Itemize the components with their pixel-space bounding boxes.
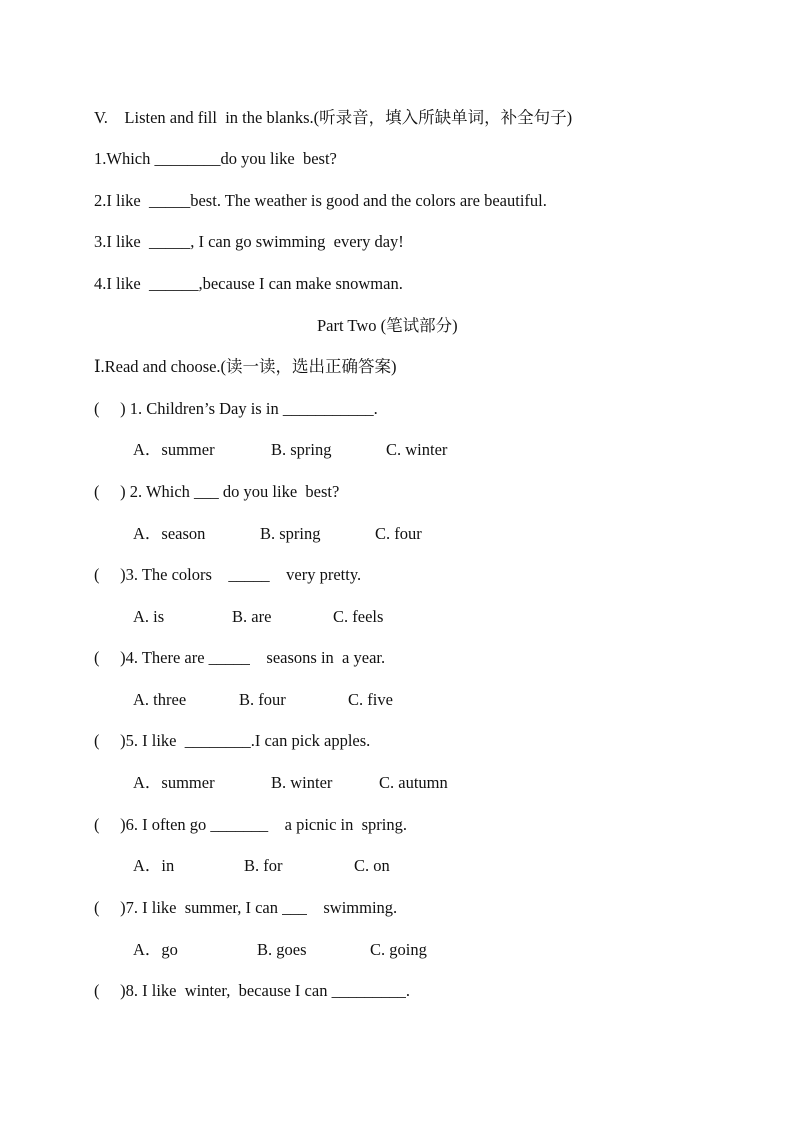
question-3-stem: ( )3. The colors _____ very pretty. [94,565,362,584]
question-4-option-c: C. five [348,690,393,709]
question-2-option-c: C. four [375,524,422,543]
question-5-option-a: A．summer [133,773,215,792]
question-7-option-a: A．go [133,940,178,959]
question-6-option-c: C. on [354,856,390,875]
question-6-stem: ( )6. I often go _______ a picnic in spring. [94,815,407,834]
fill-item-2: 2.I like _____best. The weather is good and the colors are beautiful. [94,191,547,210]
part-two-title: Part Two (笔试部分) [317,316,458,335]
question-3-option-b: B. are [232,607,272,626]
question-1-option-b: B. spring [271,440,332,459]
question-2-option-b: B. spring [260,524,321,543]
question-7-option-b: B. goes [257,940,307,959]
question-7-option-c: C. going [370,940,427,959]
question-6-option-b: B. for [244,856,283,875]
question-7-stem: ( )7. I like summer, I can ___ swimming. [94,898,398,917]
question-4-option-a: A. three [133,690,187,709]
question-5-option-c: C. autumn [379,773,448,792]
fill-item-4: 4.I like ______,because I can make snowman. [94,274,403,293]
question-4-option-b: B. four [239,690,286,709]
question-1-stem: ( ) 1. Children’s Day is in ___________. [94,399,378,418]
question-2-option-a: A．season [133,524,206,543]
question-8-stem: ( )8. I like winter, because I can _________. [94,981,410,1000]
fill-item-1: 1.Which ________do you like best? [94,149,337,168]
question-5-option-b: B. winter [271,773,333,792]
question-6-option-a: A．in [133,856,175,875]
question-3-option-c: C. feels [333,607,384,626]
question-4-stem: ( )4. There are _____ seasons in a year. [94,648,386,667]
read-choose-heading: Ⅰ.Read and choose.(读一读，选出正确答案) [94,357,397,376]
question-3-option-a: A. is [133,607,165,626]
question-2-stem: ( ) 2. Which ___ do you like best? [94,482,340,501]
question-1-option-c: C. winter [386,440,448,459]
fill-item-3: 3.I like _____, I can go swimming every day! [94,232,404,251]
question-1-option-a: A．summer [133,440,215,459]
question-5-stem: ( )5. I like ________.I can pick apples. [94,731,371,750]
section5-heading: V. Listen and fill in the blanks.(听录音，填入所缺单词，补全句子) [94,108,573,127]
